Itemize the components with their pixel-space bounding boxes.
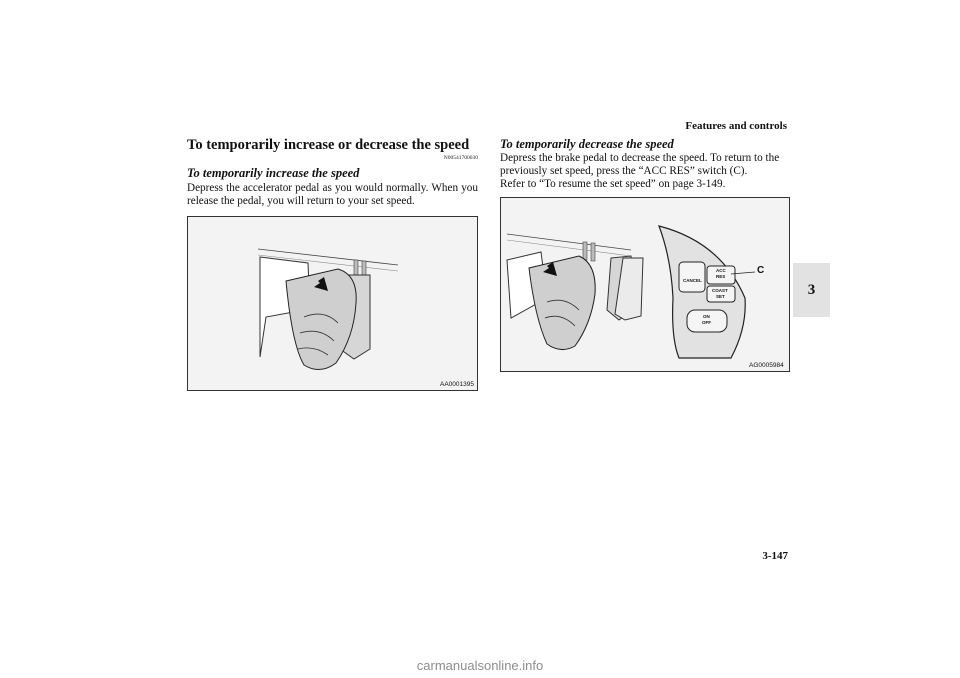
paragraph-line: Refer to “To resume the set speed” on page 3-149.: [500, 178, 726, 191]
cancel-switch: CANCEL: [683, 278, 702, 283]
accelerator-illustration: [188, 217, 477, 390]
paragraph-line: previously set speed, press the “ACC RES” switch (C).: [500, 165, 748, 178]
watermark: carmanualsonline.info: [416, 658, 544, 673]
paragraph-line: Depress the brake pedal to decrease the speed. To return to the: [500, 152, 780, 164]
res-switch-label: RES: [716, 274, 726, 279]
reference-code: N00541700030: [443, 155, 478, 161]
callout-c: C: [757, 265, 765, 276]
section-heading: To temporarily increase or decrease the speed: [187, 137, 470, 153]
section-number: 3: [807, 281, 816, 298]
acc-switch-label: ACC: [716, 268, 726, 273]
steering-wheel-switch-panel: [501, 198, 789, 371]
page-number: 3-147: [762, 550, 788, 562]
decrease-subheading: To temporarily decrease the speed: [500, 137, 674, 151]
coast-switch-label: COAST: [712, 288, 728, 293]
set-switch-label: SET: [716, 294, 725, 299]
increase-subheading: To temporarily increase the speed: [187, 166, 360, 180]
figure-code: AA0001395: [440, 381, 474, 388]
section-tab: [793, 263, 830, 317]
increase-paragraph: Depress the accelerator pedal as you would normally. When you release the pedal, you will return to your set speed.: [187, 182, 478, 208]
off-switch-label: OFF: [702, 320, 711, 325]
brake-and-switch-figure: [500, 197, 790, 372]
on-switch-label: ON: [703, 314, 710, 319]
accelerator-pedal-figure: [187, 216, 478, 391]
decrease-paragraph: [500, 152, 792, 192]
running-header: Features and controls: [685, 120, 787, 132]
figure-code: AG0005984: [749, 362, 784, 369]
